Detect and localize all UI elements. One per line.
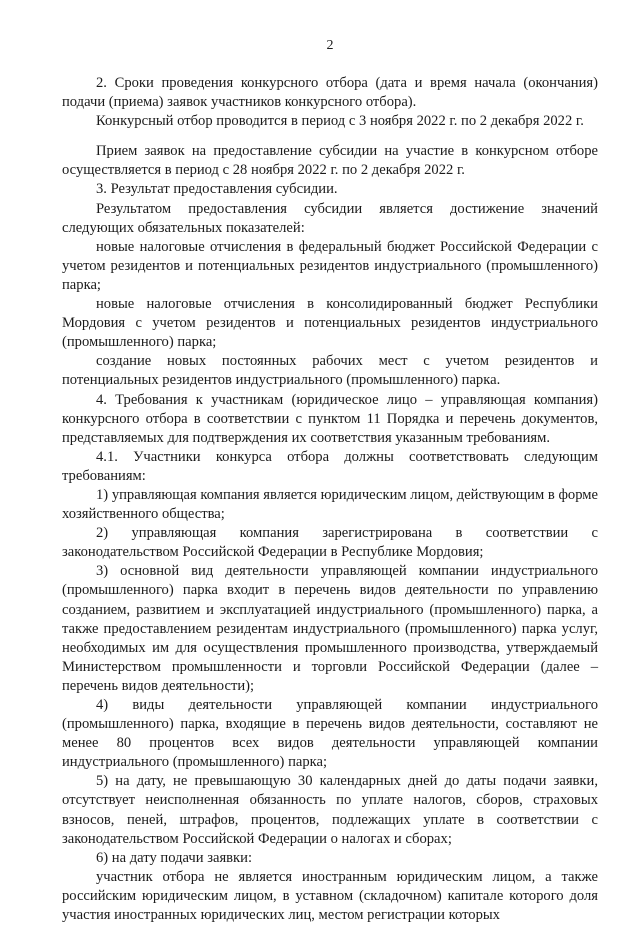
paragraph: новые налоговые отчисления в консолидированный бюджет Республики Мордовия с учетом резидентов и потенциальных резидентов индустриального (промышленного) парка; (62, 296, 598, 351)
paragraph: 4. Требования к участникам (юридическое лицо – управляющая компания) конкурсного отбора в соответствии с пунктом 11 Порядка и перечень документов, представляемых для подтверждения их соответствия указанным требованиям. (62, 391, 598, 446)
paragraph: 2. Сроки проведения конкурсного отбора (дата и время начала (окончания) подачи (приема) заявок участников конкурсного отбора). (62, 75, 598, 111)
paragraph: 4) виды деятельности управляющей компании индустриального (промышленного) парка, входящие в перечень видов деятельности, составляют не менее 80 процентов всех видов деятельности управляющей компании индустриального (промышленного) парка; (62, 697, 598, 771)
paragraph: 3. Результат предоставления субсидии. (96, 181, 338, 198)
paragraph: 5) на дату, не превышающую 30 календарных дней до даты подачи заявки, отсутствует неисполненная обязанность по уплате налогов, сборов, страховых взносов, пеней, штрафов, процентов, подлежащих уплате в соответствии с законодательством Российской Федерации о налогах и сборах; (62, 773, 598, 847)
paragraph: 6) на дату подачи заявки: (96, 849, 252, 866)
paragraph: 2) управляющая компания зарегистрирована в соответствии с законодательством Российской Федерации в Республике Мордовия; (62, 525, 598, 561)
paragraph: создание новых постоянных рабочих мест с учетом резидентов и потенциальных резидентов индустриального (промышленного) парка. (62, 353, 598, 389)
document-body (62, 74, 598, 925)
paragraph: Прием заявок на предоставление субсидии на участие в конкурсном отборе осуществляется в период с 28 ноября 2022 г. по 2 декабря 2022 г. (62, 143, 598, 179)
paragraph: 4.1. Участники конкурса отбора должны соответствовать следующим требованиям: (62, 448, 598, 484)
paragraph: 1) управляющая компания является юридическим лицом, действующим в форме хозяйственного общества; (62, 486, 598, 523)
page-number: 2 (326, 38, 334, 53)
paragraph: участник отбора не является иностранным юридическим лицом, а также российским юридическим лицом, в уставном (складочном) капитале которого доля участия иностранных юридических лиц, местом регистрации которых (62, 868, 598, 924)
paragraph: Результатом предоставления субсидии является достижение значений следующих обязательных показателей: (62, 200, 598, 236)
paragraph: 3) основной вид деятельности управляющей компании индустриального (промышленного) парка входит в перечень видов деятельности по управлению созданием, развитием и эксплуатацией индустриального (промышленного) парка, а также предоставлением резидентам индустриального (промышленного) парка услуг, необходимых им для осуществления промышленного производства, утверждаемый Министерством промышленности и торговли Российской Федерации (далее – перечень видов деятельности); (62, 563, 598, 694)
paragraph: новые налоговые отчисления в федеральный бюджет Российской Федерации с учетом резидентов и потенциальных резидентов индустриального (промышленного) парка; (62, 238, 598, 293)
paragraph: Конкурсный отбор проводится в период с 3 ноября 2022 г. по 2 декабря 2022 г. (96, 113, 584, 130)
